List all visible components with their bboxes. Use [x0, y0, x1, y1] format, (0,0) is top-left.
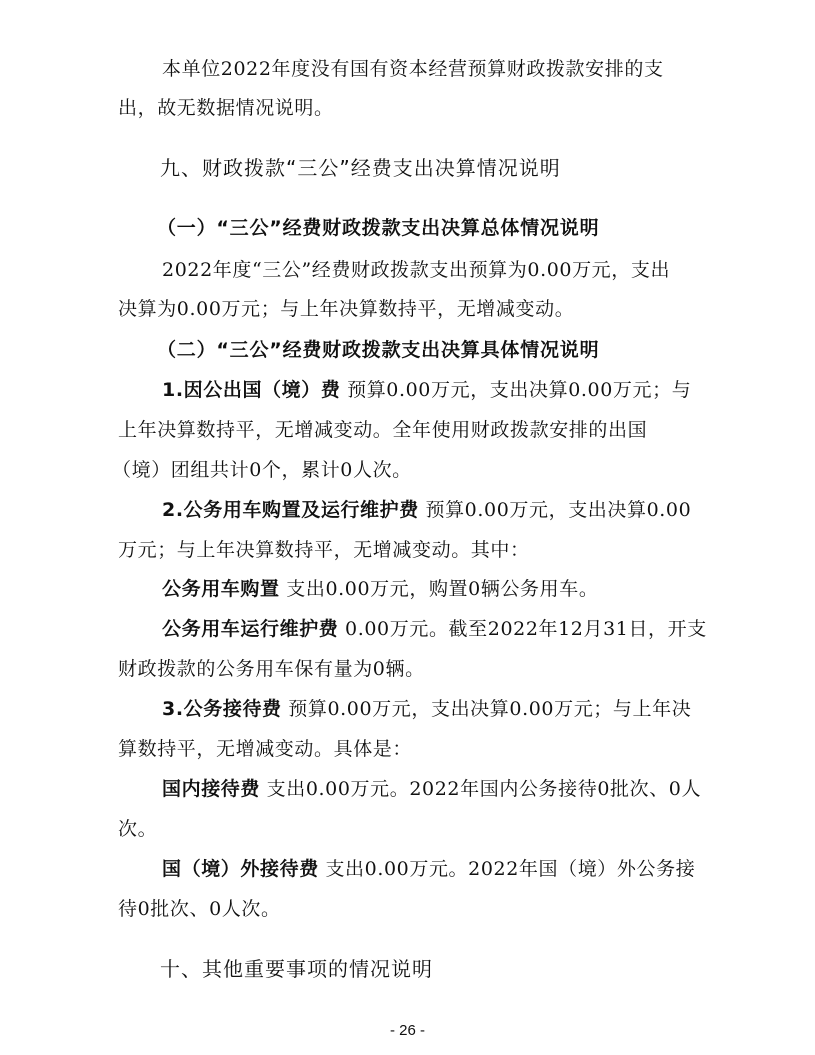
- paragraph-line: [0, 777, 815, 801]
- subsection-heading: （一）“三公”经费财政拨款支出决算总体情况说明: [157, 217, 600, 239]
- text: 财政拨款的公务用车保有量为0辆。: [118, 658, 425, 680]
- section-heading: 十、其他重要事项的情况说明: [160, 957, 433, 981]
- paragraph-line: [0, 617, 815, 641]
- text: 上年决算数持平，无增减变动。全年使用财政拨款安排的出国: [118, 419, 648, 441]
- paragraph-line: [0, 258, 815, 282]
- paragraph-line: [0, 96, 815, 120]
- text: 2022年度“三公”经费财政拨款支出预算为0.00万元，支出: [162, 259, 671, 281]
- paragraph-line: [0, 538, 815, 562]
- paragraph-line: [0, 697, 815, 721]
- paragraph-line: [0, 737, 815, 761]
- text: 本单位2022年度没有国有资本经营预算财政拨款安排的支: [162, 58, 664, 80]
- paragraph-line: [0, 458, 815, 482]
- paragraph-line: [0, 418, 815, 442]
- paragraph-line: [0, 498, 815, 522]
- page-number: - 26 -: [389, 1022, 425, 1039]
- section-heading: 九、财政拨款“三公”经费支出决算情况说明: [160, 156, 561, 180]
- text: （境）团组共计0个，累计0人次。: [112, 459, 412, 481]
- item-lead: 国内接待费: [162, 778, 261, 800]
- item-lead: 3.公务接待费: [162, 698, 282, 720]
- paragraph-line: [0, 657, 815, 681]
- text: 次。: [118, 818, 158, 840]
- paragraph-line: [0, 897, 815, 921]
- text: 待0批次、0人次。: [118, 898, 281, 920]
- text: 预算0.00万元，支出决算0.00万元；与: [340, 379, 692, 401]
- paragraph-line: [0, 817, 815, 841]
- text: 预算0.00万元，支出决算0.00: [418, 499, 692, 521]
- item-lead: 公务用车运行维护费: [162, 618, 339, 640]
- text: 决算为0.00万元；与上年决算数持平，无增减变动。: [118, 298, 575, 320]
- item-lead: 2.公务用车购置及运行维护费: [162, 499, 419, 521]
- paragraph-line: [0, 378, 815, 402]
- text: 支出0.00万元，购置0辆公务用车。: [279, 578, 599, 600]
- text: 支出0.00万元。2022年国（境）外公务接: [318, 858, 696, 880]
- text: 0.00万元。截至2022年12月31日，开支: [338, 618, 707, 640]
- item-lead: 公务用车购置: [162, 578, 280, 600]
- paragraph-line: [0, 577, 815, 601]
- text: 支出0.00万元。2022年国内公务接待0批次、0人: [260, 778, 702, 800]
- paragraph-line: [0, 297, 815, 321]
- item-lead: 1.因公出国（境）费: [162, 379, 341, 401]
- paragraph-line: [0, 857, 815, 881]
- paragraph-line: [0, 57, 815, 81]
- text: 预算0.00万元，支出决算0.00万元；与上年决: [281, 698, 692, 720]
- text: 出，故无数据情况说明。: [118, 97, 334, 119]
- item-lead: 国（境）外接待费: [162, 858, 319, 880]
- text: 万元；与上年决算数持平，无增减变动。其中：: [118, 539, 530, 561]
- subsection-heading: （二）“三公”经费财政拨款支出决算具体情况说明: [157, 339, 600, 361]
- text: 算数持平，无增减变动。具体是：: [118, 738, 413, 760]
